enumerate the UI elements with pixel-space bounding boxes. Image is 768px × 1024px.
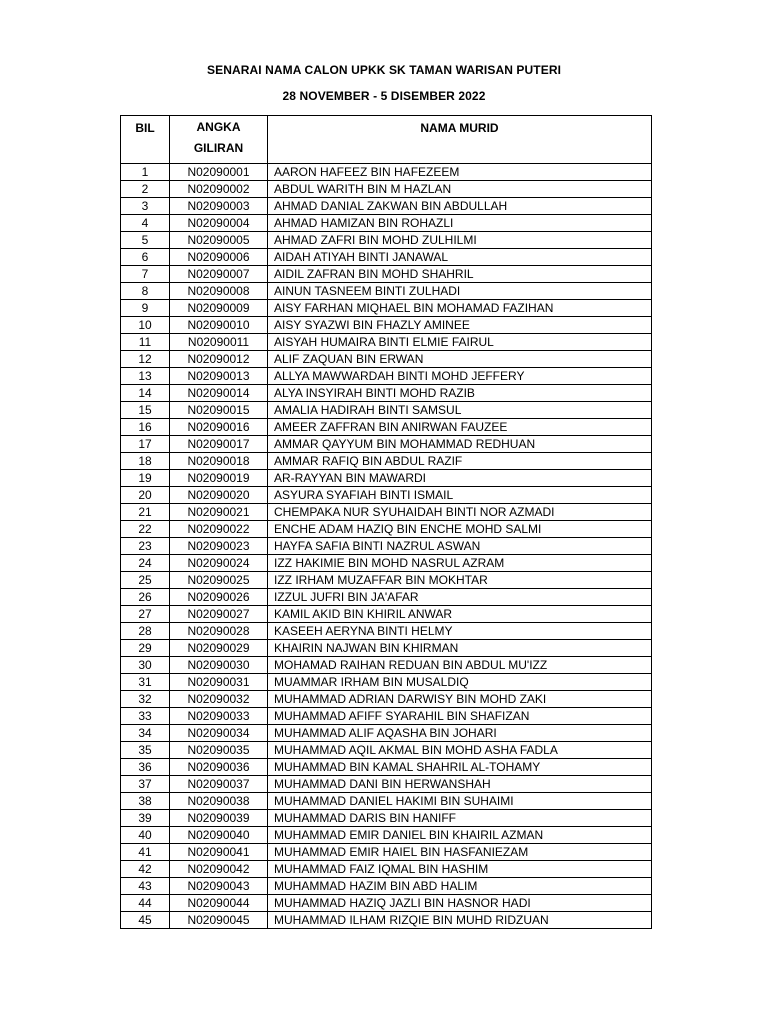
row-angka-giliran: N02090036 (170, 759, 268, 776)
table-row (121, 419, 652, 436)
row-angka-giliran: N02090019 (170, 470, 268, 487)
header-nama-murid: NAMA MURID (268, 116, 652, 164)
row-bil: 30 (121, 657, 170, 674)
row-nama-murid: MUAMMAR IRHAM BIN MUSALDIQ (268, 674, 652, 691)
row-nama-murid: CHEMPAKA NUR SYUHAIDAH BINTI NOR AZMADI (268, 504, 652, 521)
row-nama-murid: MOHAMAD RAIHAN REDUAN BIN ABDUL MU'IZZ (268, 657, 652, 674)
row-bil: 16 (121, 419, 170, 436)
table-row (121, 504, 652, 521)
row-angka-giliran: N02090005 (170, 232, 268, 249)
row-nama-murid: AHMAD DANIAL ZAKWAN BIN ABDULLAH (268, 198, 652, 215)
row-angka-giliran: N02090018 (170, 453, 268, 470)
table-row (121, 810, 652, 827)
row-angka-giliran: N02090042 (170, 861, 268, 878)
row-bil: 25 (121, 572, 170, 589)
header-bil: BIL (121, 116, 170, 164)
row-bil: 11 (121, 334, 170, 351)
row-bil: 2 (121, 181, 170, 198)
row-angka-giliran: N02090028 (170, 623, 268, 640)
row-nama-murid: ALLYA MAWWARDAH BINTI MOHD JEFFERY (268, 368, 652, 385)
table-row (121, 861, 652, 878)
table-row (121, 266, 652, 283)
row-bil: 7 (121, 266, 170, 283)
row-bil: 38 (121, 793, 170, 810)
row-nama-murid: MUHAMMAD DANIEL HAKIMI BIN SUHAIMI (268, 793, 652, 810)
row-nama-murid: MUHAMMAD ADRIAN DARWISY BIN MOHD ZAKI (268, 691, 652, 708)
row-nama-murid: MUHAMMAD EMIR HAIEL BIN HASFANIEZAM (268, 844, 652, 861)
row-angka-giliran: N02090004 (170, 215, 268, 232)
date-range: 28 NOVEMBER - 5 DISEMBER 2022 (282, 89, 486, 103)
table-row (121, 453, 652, 470)
row-bil: 13 (121, 368, 170, 385)
row-nama-murid: KASEEH AERYNA BINTI HELMY (268, 623, 652, 640)
row-nama-murid: IZZUL JUFRI BIN JA'AFAR (268, 589, 652, 606)
row-angka-giliran: N02090043 (170, 878, 268, 895)
row-nama-murid: AIDIL ZAFRAN BIN MOHD SHAHRIL (268, 266, 652, 283)
row-bil: 19 (121, 470, 170, 487)
row-bil: 1 (121, 164, 170, 181)
header-angka-line1: ANGKA (196, 120, 241, 134)
table-row (121, 436, 652, 453)
row-nama-murid: IZZ HAKIMIE BIN MOHD NASRUL AZRAM (268, 555, 652, 572)
row-angka-giliran: N02090035 (170, 742, 268, 759)
row-angka-giliran: N02090040 (170, 827, 268, 844)
table-row (121, 691, 652, 708)
row-nama-murid: MUHAMMAD HAZIQ JAZLI BIN HASNOR HADI (268, 895, 652, 912)
row-bil: 36 (121, 759, 170, 776)
row-angka-giliran: N02090032 (170, 691, 268, 708)
row-angka-giliran: N02090008 (170, 283, 268, 300)
row-nama-murid: AMALIA HADIRAH BINTI SAMSUL (268, 402, 652, 419)
row-angka-giliran: N02090027 (170, 606, 268, 623)
table-row (121, 742, 652, 759)
row-bil: 41 (121, 844, 170, 861)
row-bil: 26 (121, 589, 170, 606)
row-bil: 22 (121, 521, 170, 538)
row-angka-giliran: N02090026 (170, 589, 268, 606)
row-nama-murid: MUHAMMAD EMIR DANIEL BIN KHAIRIL AZMAN (268, 827, 652, 844)
row-nama-murid: ENCHE ADAM HAZIQ BIN ENCHE MOHD SALMI (268, 521, 652, 538)
row-bil: 43 (121, 878, 170, 895)
row-angka-giliran: N02090030 (170, 657, 268, 674)
row-nama-murid: MUHAMMAD FAIZ IQMAL BIN HASHIM (268, 861, 652, 878)
row-bil: 29 (121, 640, 170, 657)
row-angka-giliran: N02090007 (170, 266, 268, 283)
row-bil: 8 (121, 283, 170, 300)
row-angka-giliran: N02090012 (170, 351, 268, 368)
candidate-table (120, 115, 652, 929)
row-bil: 12 (121, 351, 170, 368)
table-row (121, 538, 652, 555)
row-angka-giliran: N02090015 (170, 402, 268, 419)
row-angka-giliran: N02090023 (170, 538, 268, 555)
row-bil: 20 (121, 487, 170, 504)
row-bil: 44 (121, 895, 170, 912)
row-nama-murid: ABDUL WARITH BIN M HAZLAN (268, 181, 652, 198)
table-row (121, 555, 652, 572)
row-bil: 34 (121, 725, 170, 742)
table-row (121, 249, 652, 266)
row-nama-murid: MUHAMMAD DARIS BIN HANIFF (268, 810, 652, 827)
row-nama-murid: MUHAMMAD ALIF AQASHA BIN JOHARI (268, 725, 652, 742)
row-angka-giliran: N02090038 (170, 793, 268, 810)
table-row (121, 300, 652, 317)
table-row (121, 725, 652, 742)
table-row (121, 385, 652, 402)
row-angka-giliran: N02090021 (170, 504, 268, 521)
row-bil: 24 (121, 555, 170, 572)
row-angka-giliran: N02090003 (170, 198, 268, 215)
row-bil: 33 (121, 708, 170, 725)
row-nama-murid: AISY FARHAN MIQHAEL BIN MOHAMAD FAZIHAN (268, 300, 652, 317)
row-angka-giliran: N02090020 (170, 487, 268, 504)
row-bil: 4 (121, 215, 170, 232)
table-row (121, 674, 652, 691)
table-row (121, 215, 652, 232)
table-row (121, 640, 652, 657)
row-angka-giliran: N02090017 (170, 436, 268, 453)
row-angka-giliran: N02090001 (170, 164, 268, 181)
table-header-row (121, 116, 652, 164)
row-angka-giliran: N02090025 (170, 572, 268, 589)
row-bil: 28 (121, 623, 170, 640)
table-row (121, 487, 652, 504)
table-body (121, 164, 652, 929)
table-row (121, 351, 652, 368)
row-nama-murid: MUHAMMAD AFIFF SYARAHIL BIN SHAFIZAN (268, 708, 652, 725)
row-bil: 18 (121, 453, 170, 470)
row-angka-giliran: N02090022 (170, 521, 268, 538)
row-bil: 23 (121, 538, 170, 555)
row-nama-murid: ASYURA SYAFIAH BINTI ISMAIL (268, 487, 652, 504)
header-angka-giliran (170, 116, 268, 164)
row-bil: 10 (121, 317, 170, 334)
table-row (121, 793, 652, 810)
row-angka-giliran: N02090006 (170, 249, 268, 266)
row-nama-murid: AIDAH ATIYAH BINTI JANAWAL (268, 249, 652, 266)
table-row (121, 232, 652, 249)
row-angka-giliran: N02090037 (170, 776, 268, 793)
row-nama-murid: HAYFA SAFIA BINTI NAZRUL ASWAN (268, 538, 652, 555)
row-nama-murid: ALIF ZAQUAN BIN ERWAN (268, 351, 652, 368)
table-row (121, 334, 652, 351)
row-bil: 40 (121, 827, 170, 844)
row-angka-giliran: N02090010 (170, 317, 268, 334)
row-nama-murid: KHAIRIN NAJWAN BIN KHIRMAN (268, 640, 652, 657)
table-row (121, 589, 652, 606)
row-bil: 5 (121, 232, 170, 249)
row-nama-murid: MUHAMMAD DANI BIN HERWANSHAH (268, 776, 652, 793)
table-row (121, 402, 652, 419)
table-row (121, 198, 652, 215)
table-row (121, 623, 652, 640)
table-row (121, 164, 652, 181)
row-angka-giliran: N02090045 (170, 912, 268, 929)
row-nama-murid: AARON HAFEEZ BIN HAFEZEEM (268, 164, 652, 181)
table-row (121, 895, 652, 912)
row-nama-murid: AISYAH HUMAIRA BINTI ELMIE FAIRUL (268, 334, 652, 351)
table-row (121, 470, 652, 487)
row-bil: 31 (121, 674, 170, 691)
table-row (121, 283, 652, 300)
row-nama-murid: MUHAMMAD HAZIM BIN ABD HALIM (268, 878, 652, 895)
document-title: SENARAI NAMA CALON UPKK SK TAMAN WARISAN PUTERI (206, 63, 562, 77)
row-angka-giliran: N02090014 (170, 385, 268, 402)
row-angka-giliran: N02090039 (170, 810, 268, 827)
row-nama-murid: AHMAD ZAFRI BIN MOHD ZULHILMI (268, 232, 652, 249)
table-row (121, 368, 652, 385)
row-nama-murid: MUHAMMAD AQIL AKMAL BIN MOHD ASHA FADLA (268, 742, 652, 759)
row-nama-murid: IZZ IRHAM MUZAFFAR BIN MOKHTAR (268, 572, 652, 589)
table-row (121, 181, 652, 198)
table-row (121, 657, 652, 674)
table-row (121, 776, 652, 793)
row-angka-giliran: N02090024 (170, 555, 268, 572)
row-angka-giliran: N02090009 (170, 300, 268, 317)
row-angka-giliran: N02090011 (170, 334, 268, 351)
row-angka-giliran: N02090029 (170, 640, 268, 657)
row-angka-giliran: N02090041 (170, 844, 268, 861)
table-row (121, 606, 652, 623)
row-angka-giliran: N02090044 (170, 895, 268, 912)
row-nama-murid: AISY SYAZWI BIN FHAZLY AMINEE (268, 317, 652, 334)
row-bil: 37 (121, 776, 170, 793)
row-angka-giliran: N02090034 (170, 725, 268, 742)
row-bil: 6 (121, 249, 170, 266)
row-nama-murid: AMMAR RAFIQ BIN ABDUL RAZIF (268, 453, 652, 470)
row-nama-murid: MUHAMMAD BIN KAMAL SHAHRIL AL-TOHAMY (268, 759, 652, 776)
row-nama-murid: ALYA INSYIRAH BINTI MOHD RAZIB (268, 385, 652, 402)
row-angka-giliran: N02090013 (170, 368, 268, 385)
row-nama-murid: AR-RAYYAN BIN MAWARDI (268, 470, 652, 487)
table-row (121, 317, 652, 334)
row-bil: 39 (121, 810, 170, 827)
row-bil: 32 (121, 691, 170, 708)
table-row (121, 521, 652, 538)
table-row (121, 878, 652, 895)
row-bil: 17 (121, 436, 170, 453)
row-bil: 45 (121, 912, 170, 929)
table-row (121, 827, 652, 844)
row-bil: 3 (121, 198, 170, 215)
row-nama-murid: AHMAD HAMIZAN BIN ROHAZLI (268, 215, 652, 232)
row-bil: 9 (121, 300, 170, 317)
row-nama-murid: AMMAR QAYYUM BIN MOHAMMAD REDHUAN (268, 436, 652, 453)
table-row (121, 912, 652, 929)
row-bil: 21 (121, 504, 170, 521)
row-bil: 42 (121, 861, 170, 878)
row-nama-murid: AINUN TASNEEM BINTI ZULHADI (268, 283, 652, 300)
row-angka-giliran: N02090002 (170, 181, 268, 198)
row-nama-murid: MUHAMMAD ILHAM RIZQIE BIN MUHD RIDZUAN (268, 912, 652, 929)
table-row (121, 572, 652, 589)
row-angka-giliran: N02090031 (170, 674, 268, 691)
table-row (121, 759, 652, 776)
row-bil: 27 (121, 606, 170, 623)
row-nama-murid: AMEER ZAFFRAN BIN ANIRWAN FAUZEE (268, 419, 652, 436)
row-angka-giliran: N02090016 (170, 419, 268, 436)
row-bil: 35 (121, 742, 170, 759)
row-angka-giliran: N02090033 (170, 708, 268, 725)
header-angka-line2: GILIRAN (193, 141, 244, 155)
row-nama-murid: KAMIL AKID BIN KHIRIL ANWAR (268, 606, 652, 623)
row-bil: 15 (121, 402, 170, 419)
row-bil: 14 (121, 385, 170, 402)
table-row (121, 708, 652, 725)
table-row (121, 844, 652, 861)
